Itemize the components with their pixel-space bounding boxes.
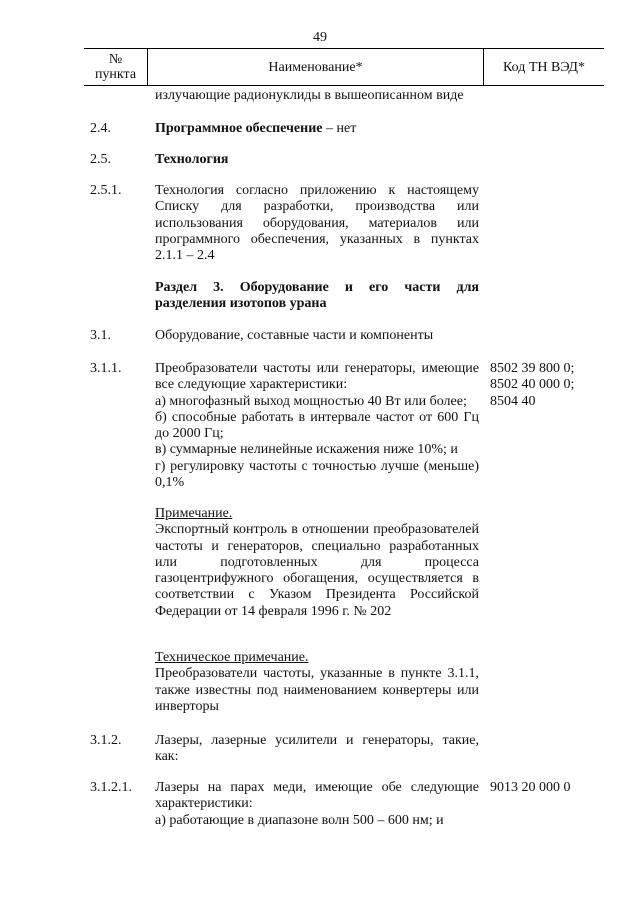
item-3-1-text: Оборудование, составные части и компоненты [155, 328, 434, 343]
text-line: в) суммарные нелинейные искажения ниже 10%; и [155, 442, 458, 458]
text-line: Преобразователи частоты или генераторы, имеющие [155, 361, 479, 376]
item-number: 2.5. [90, 152, 111, 167]
item-number: 3.1.2.1. [90, 780, 132, 795]
text-line: использования оборудования, материалов или [155, 215, 479, 231]
text-line: все следующие характеристики: [155, 377, 348, 393]
text-line: программного обеспечения, указанных в пунктах [155, 231, 479, 247]
text-line: б) способные работать в интервале частот от 600 Гц [155, 409, 479, 425]
text-line: как: [155, 749, 179, 765]
item-number: 3.1.1. [90, 361, 122, 376]
table-header [84, 48, 604, 86]
item-suffix: – нет [322, 121, 357, 136]
item-3-1-1-text [155, 361, 479, 491]
technical-note-title: Техническое примечание. [155, 650, 309, 665]
item-2-5-1-text [155, 183, 479, 264]
text-line: Лазеры, лазерные усилители и генераторы, такие, [155, 733, 479, 748]
text-line: разделения изотопов урана [155, 296, 327, 312]
header-number-column [84, 49, 148, 85]
continuation-text: излучающие радионуклиды в вышеописанном виде [155, 88, 464, 103]
text-line: Списку для разработки, производства или [155, 199, 479, 215]
header-code-column: Код ТН ВЭД* [503, 59, 585, 75]
text-line: а) многофазный выход мощностью 40 Вт или более; [155, 393, 467, 409]
text-line: Лазеры на парах меди, имеющие обе следующие [155, 780, 479, 795]
text-line: также известны под наименованием конвертеры или [155, 682, 479, 698]
tn-ved-code: 9013 20 000 0 [490, 780, 571, 795]
tn-ved-codes [490, 361, 600, 410]
header-number-symbol: № [108, 52, 123, 67]
text-line: Преобразователи частоты, указанные в пункте 3.1.1, [155, 666, 479, 682]
text-line: инверторы [155, 698, 219, 714]
text-line: до 2000 Гц; [155, 426, 224, 442]
text-line: 0,1% [155, 475, 185, 491]
text-line: Раздел 3. Оборудование и его части для [155, 280, 479, 295]
text-line: 2.1.1 – 2.4 [155, 248, 215, 264]
technical-note [155, 650, 479, 715]
note [155, 506, 479, 620]
note-title: Примечание. [155, 506, 233, 521]
text-line: характеристики: [155, 796, 253, 812]
item-number: 3.1. [90, 328, 111, 343]
text-line: Экспортный контроль в отношении преобразователей [155, 522, 479, 538]
item-3-1-2-text [155, 733, 479, 766]
text-line: газоцентрифужного обогащения, осуществляется в [155, 571, 479, 587]
text-line: или подготовленных для процесса [155, 554, 479, 570]
text-line: соответствии с Указом Президента Российской [155, 587, 479, 603]
item-number: 3.1.2. [90, 733, 122, 748]
header-number-label: пункта [94, 67, 137, 82]
item-number: 2.5.1. [90, 183, 122, 198]
tn-ved-code: 8502 40 000 0; [490, 377, 575, 393]
tn-ved-code: 8504 40 [490, 393, 536, 409]
item-title: Программное обеспечение [155, 121, 323, 136]
text-line: частоты и генераторов, специально разработанных [155, 538, 479, 554]
text-line: а) работающие в диапазоне волн 500 – 600 нм; и [155, 812, 444, 828]
item-3-1-2-1-text [155, 780, 479, 829]
item-title: Технология [155, 152, 229, 167]
page-number: 49 [313, 30, 327, 45]
text-line: г) регулировку частоты с точностью лучше (меньше) [155, 458, 479, 474]
text-line: Технология согласно приложению к настоящему [155, 183, 479, 198]
tn-ved-code: 8502 39 800 0; [490, 361, 575, 376]
text-line: Федерации от 14 февраля 1996 г. № 202 [155, 603, 392, 619]
section-heading [155, 280, 479, 313]
item-number: 2.4. [90, 121, 111, 136]
header-name-column: Наименование* [148, 49, 484, 85]
item-2-4-text [155, 121, 479, 137]
